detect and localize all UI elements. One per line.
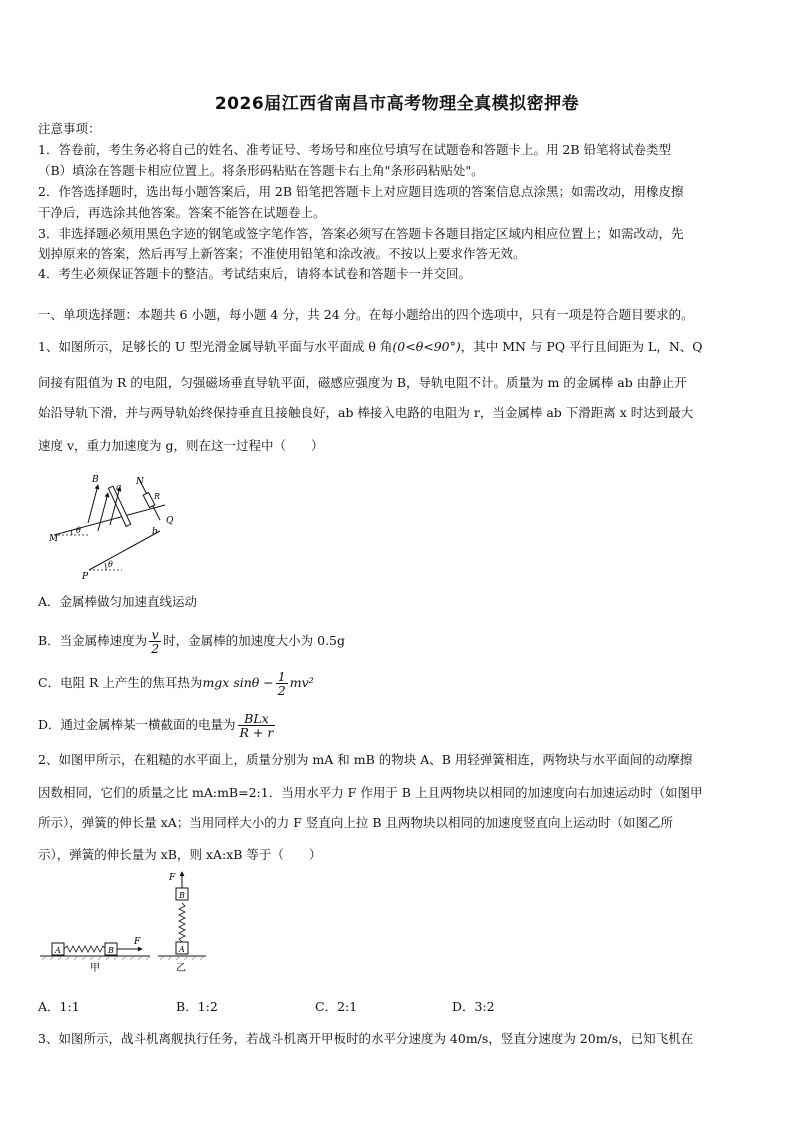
fig-label: B	[179, 891, 185, 900]
fig-label: B	[92, 475, 99, 485]
fig-label: θ	[76, 526, 81, 535]
fraction-den: 2	[277, 683, 286, 698]
page-title: 2026届江西省南昌市高考物理全真模拟密押卷	[214, 94, 580, 114]
fraction-num: BLx	[238, 712, 276, 726]
fig-label: N	[136, 477, 144, 487]
option-text: 时，金属棒的加速度大小为 0.5g	[163, 633, 345, 648]
q1-line-1	[38, 339, 703, 355]
notice-line: （B）填涂在答题卡相应位置上。将条形码粘贴在答题卡右上角"条形码粘贴处"。	[38, 163, 484, 178]
q2-figure-spring-blocks	[38, 868, 208, 980]
fraction	[276, 670, 288, 697]
fraction	[149, 628, 161, 655]
q1-angle-range: (0<θ<90°)	[392, 339, 461, 354]
notice-line: 划掉原来的答案，然后再写上新答案；不准使用铅笔和涂改液。不按以上要求作答无效。	[38, 246, 526, 261]
q1-option-a: A．金属棒做匀加速直线运动	[38, 594, 198, 609]
q2-line-4: 示），弹簧的伸长量为 xB，则 xA:xB 等于（ ）	[38, 847, 322, 862]
math-expr: mv²	[289, 675, 314, 690]
q2-line-2: 因数相同，它们的质量之比 mA:mB=2:1．当用水平力 F 作用于 B 上且两物块以相同的加速度向右加速运动时（如图甲	[38, 785, 703, 800]
q1-text: 1、如图所示，足够长的 U 型光滑金属导轨平面与水平面成 θ 角	[38, 339, 393, 354]
option-text: B．当金属棒速度为	[38, 633, 148, 648]
q2-option-a: A．1:1	[38, 999, 80, 1014]
option-text: C．电阻 R 上产生的焦耳热为	[38, 675, 203, 690]
fig-label: M	[49, 534, 59, 544]
q1-option-b	[38, 628, 345, 655]
notice-line: 2．作答选择题时，选出每小题答案后，用 2B 铅笔把答题卡上对应题目选项的答案信息点涂黑；如需改动，用橡皮擦	[38, 184, 684, 199]
fig-label: 乙	[176, 963, 186, 974]
notice-line: 干净后，再选涂其他答案。答案不能答在试题卷上。	[38, 205, 326, 220]
q1-figure-incline-rails	[40, 465, 190, 585]
q2-line-1: 2、如图甲所示，在粗糙的水平面上，质量分别为 mA 和 mB 的物块 A、B 用轻弹簧相连，两物块与水平面间的动摩擦	[38, 752, 693, 767]
notice-heading: 注意事项：	[38, 121, 101, 136]
fig-label: B	[108, 946, 114, 955]
fraction-num: v	[149, 628, 161, 642]
fraction-num: 1	[277, 669, 286, 684]
option-text: D．通过金属棒某一横截面的电量为	[38, 717, 236, 732]
q1-line-4: 速度 v，重力加速度为 g，则在这一过程中（ ）	[38, 438, 324, 453]
notice-line: 4．考生必须保证答题卡的整洁。考试结束后，请将本试卷和答题卡一并交回。	[38, 266, 471, 281]
q2-line-3: 所示），弹簧的伸长量 xA；当用同样大小的力 F 竖直向上拉 B 且两物块以相同的加速度竖直向上运动时（如图乙所	[38, 815, 674, 830]
math-expr: mgx sinθ −	[202, 675, 274, 690]
q3-line-1: 3、如图所示，战斗机离舰执行任务，若战斗机离开甲板时的水平分速度为 40m/s，竖直分速度为 20m/s，已知飞机在	[38, 1031, 694, 1046]
fig-label: F	[169, 873, 176, 883]
fig-label: b	[152, 527, 158, 537]
q2-option-c: C．2:1	[315, 999, 358, 1014]
q1-line-3: 始沿导轨下滑，并与两导轨始终保持垂直且接触良好，ab 棒接入电路的电阻为 r，当金属棒 ab 下滑距离 x 时达到最大	[38, 405, 694, 420]
q1-line-2: 间接有阻值为 R 的电阻，匀强磁场垂直导轨平面，磁感应强度为 B，导轨电阻不计。质量为 m 的金属棒 ab 由静止开	[38, 375, 687, 390]
q2-option-d: D．3:2	[452, 999, 495, 1014]
fraction-den: 2	[151, 641, 160, 656]
fig-label: θ	[108, 560, 113, 569]
q1-option-c	[38, 670, 314, 697]
section-heading: 一、单项选择题：本题共 6 小题，每小题 4 分，共 24 分。在每小题给出的四个选项中，只有一项是符合题目要求的。	[38, 307, 694, 322]
fig-label: A	[55, 946, 61, 955]
notice-line: 1．答卷前，考生务必将自己的姓名、准考证号、考场号和座位号填写在试题卷和答题卡上。用 2B 铅笔将试卷类型	[38, 142, 672, 157]
q1-option-d	[38, 712, 277, 739]
fig-label: A	[179, 945, 185, 954]
fig-label: Q	[166, 516, 174, 526]
fig-label: a	[116, 483, 122, 493]
fraction-den: R + r	[239, 725, 274, 740]
fraction	[238, 712, 276, 739]
fig-label: F	[134, 937, 141, 947]
fig-label: P	[82, 572, 89, 582]
q1-text: ，其中 MN 与 PQ 平行且间距为 L，N、Q	[460, 339, 703, 354]
fig-label: R	[154, 492, 161, 501]
q2-option-b: B．1:2	[176, 999, 218, 1014]
fig-label: 甲	[90, 963, 100, 974]
notice-line: 3．非选择题必须用黑色字迹的钢笔或签字笔作答，答案必须写在答题卡各题目指定区域内相应位置上；如需改动，先	[38, 226, 684, 241]
